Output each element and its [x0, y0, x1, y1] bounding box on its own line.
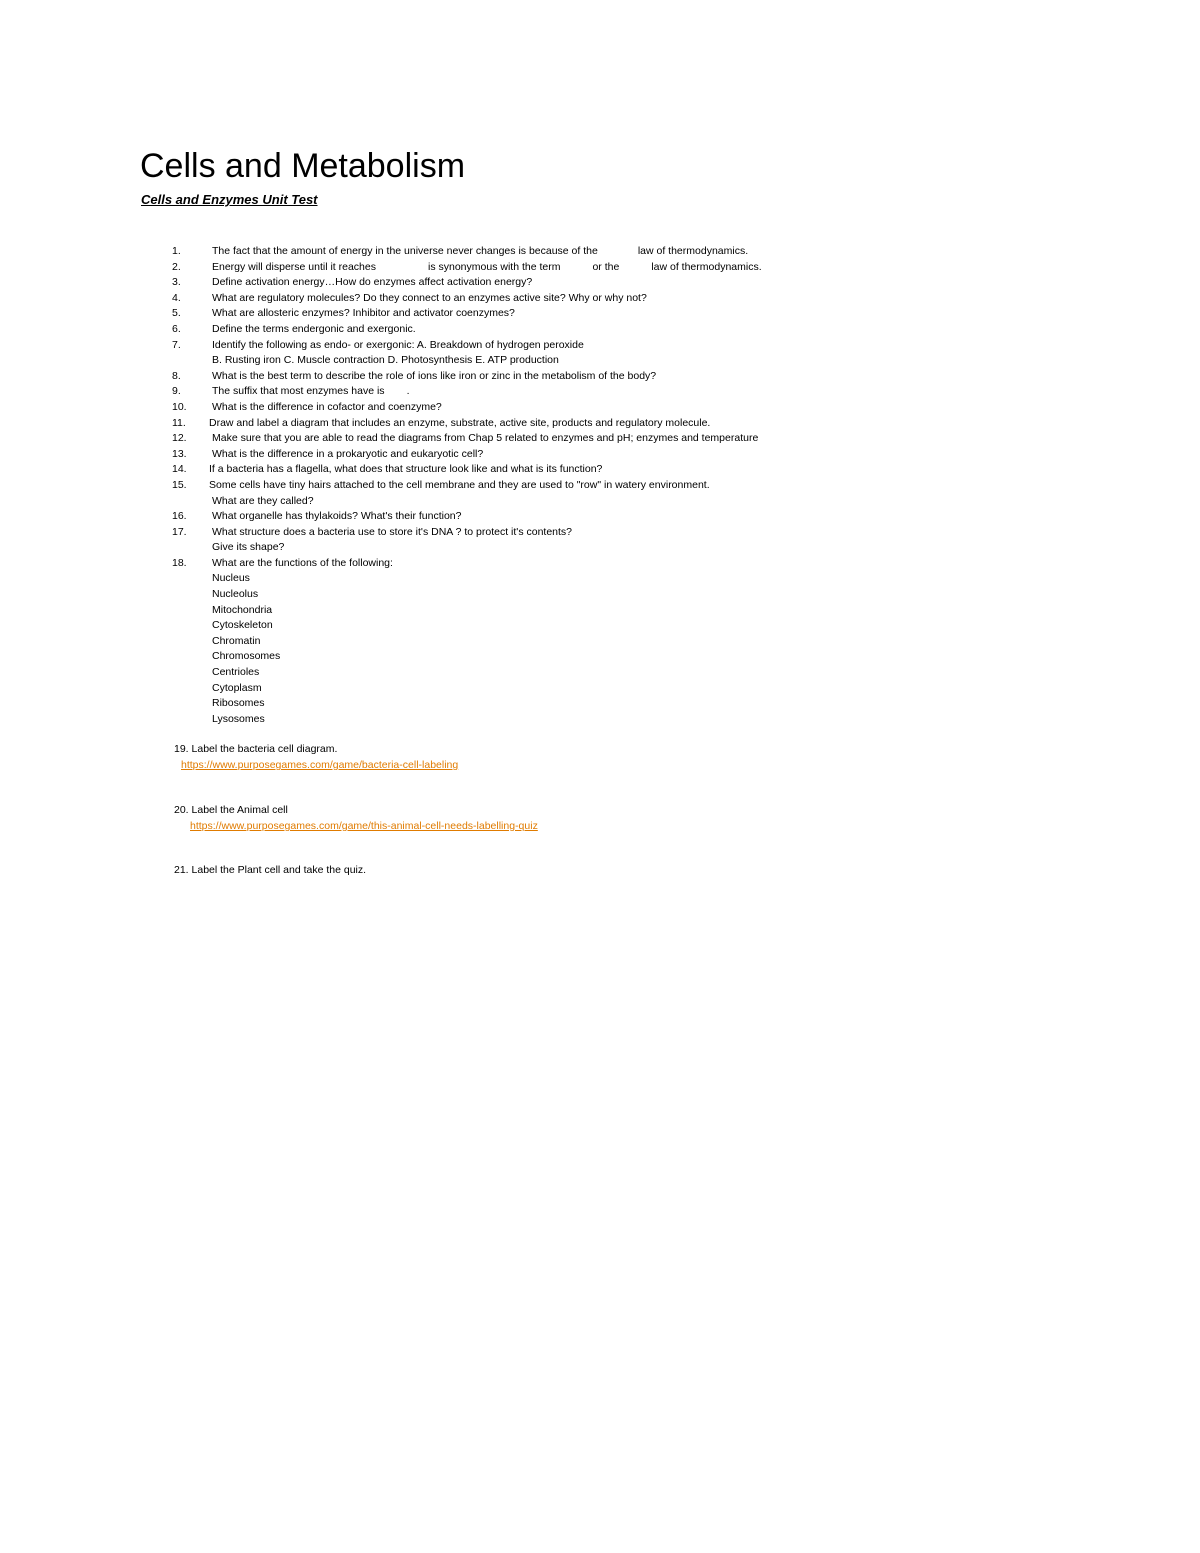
question-12: [172, 431, 892, 447]
question-9: [172, 384, 892, 400]
page-title: Cells and Metabolism: [140, 147, 466, 185]
question-text: What organelle has thylakoids? What's their function?: [212, 510, 462, 523]
question-list: [172, 244, 892, 727]
question-number: 13.: [172, 447, 187, 460]
question-text: The suffix that most enzymes have is .: [212, 385, 410, 398]
question-14: [172, 462, 892, 478]
question-text: Define activation energy…How do enzymes affect activation energy?: [212, 276, 533, 289]
question-text: What is the difference in cofactor and coenzyme?: [212, 400, 442, 413]
question-text: The fact that the amount of energy in the universe never changes is because of the law of thermodynamics.: [212, 245, 749, 257]
question-text: What are allosteric enzymes? Inhibitor and activator coenzymes?: [212, 307, 515, 320]
question-number: 4.: [172, 291, 181, 304]
question-number: 17.: [172, 525, 187, 538]
question-text: Draw and label a diagram that includes an enzyme, substrate, active site, products and regulatory molecule.: [209, 416, 711, 429]
question-text: Define the terms endergonic and exergonic.: [212, 322, 416, 335]
organelle-item: Chromosomes: [212, 650, 281, 663]
question-number: 3.: [172, 276, 181, 289]
question-13: [172, 447, 892, 463]
question-5: [172, 306, 892, 322]
organelle-list: [172, 571, 892, 727]
animal-cell-link[interactable]: https://www.purposegames.com/game/this-animal-cell-needs-labelling-quiz: [190, 820, 538, 832]
question-number: 11.: [172, 416, 186, 429]
organelle-item: Lysosomes: [212, 712, 265, 725]
question-number: 5.: [172, 307, 181, 320]
question-number: 7.: [172, 338, 181, 351]
question-8: [172, 369, 892, 385]
question-continuation: What are they called?: [212, 494, 314, 507]
question-text: What are the functions of the following:: [212, 556, 393, 569]
bacteria-cell-link[interactable]: https://www.purposegames.com/game/bacteria-cell-labeling: [181, 759, 459, 771]
question-text: If a bacteria has a flagella, what does that structure look like and what is its function?: [209, 463, 603, 476]
question-10: [172, 400, 892, 416]
organelle-item: Ribosomes: [212, 697, 265, 710]
question-continuation: Give its shape?: [212, 541, 285, 554]
organelle-item: Mitochondria: [212, 603, 273, 616]
task-20-label: 20. Label the Animal cell: [174, 804, 288, 816]
question-16: [172, 509, 892, 525]
organelle-item: Centrioles: [212, 666, 260, 679]
question-number: 8.: [172, 369, 181, 382]
question-text: Some cells have tiny hairs attached to the cell membrane and they are used to "row" in watery environment.: [209, 478, 710, 491]
organelle-item: Nucleus: [212, 572, 250, 585]
question-number: 1.: [172, 245, 181, 257]
question-7: [172, 338, 892, 369]
question-number: 16.: [172, 510, 187, 523]
question-text: What is the best term to describe the role of ions like iron or zinc in the metabolism of the body?: [212, 369, 657, 382]
organelle-item: Cytoskeleton: [212, 619, 273, 632]
question-1: [172, 244, 892, 260]
question-number: 18.: [172, 556, 187, 569]
task-21-label: 21. Label the Plant cell and take the quiz.: [174, 864, 367, 876]
question-text: Energy will disperse until it reaches is synonymous with the term or the law of thermodynamics.: [212, 260, 762, 273]
page-subtitle: Cells and Enzymes Unit Test: [141, 192, 318, 207]
question-text: What structure does a bacteria use to store it's DNA ? to protect it's contents?: [212, 525, 573, 538]
question-number: 10.: [172, 400, 187, 413]
question-11: [172, 416, 892, 432]
organelle-item: Nucleolus: [212, 588, 259, 601]
task-19-label: 19. Label the bacteria cell diagram.: [174, 743, 338, 755]
question-text: What is the difference in a prokaryotic and eukaryotic cell?: [212, 447, 484, 460]
question-3: [172, 275, 892, 291]
question-text: Identify the following as endo- or exergonic: A. Breakdown of hydrogen peroxide: [212, 338, 584, 351]
question-17: [172, 525, 892, 556]
organelle-item: Cytoplasm: [212, 681, 262, 694]
question-number: 2.: [172, 260, 181, 273]
question-4: [172, 291, 892, 307]
question-number: 15.: [172, 478, 187, 491]
question-6: [172, 322, 892, 338]
question-continuation: B. Rusting iron C. Muscle contraction D. Photosynthesis E. ATP production: [212, 354, 559, 367]
question-text: Make sure that you are able to read the diagrams from Chap 5 related to enzymes and pH; enzymes and temperature: [212, 432, 759, 445]
organelle-item: Chromatin: [212, 634, 261, 647]
question-number: 12.: [172, 432, 187, 445]
question-15: [172, 478, 892, 509]
question-number: 14.: [172, 463, 187, 476]
question-text: What are regulatory molecules? Do they connect to an enzymes active site? Why or why not?: [212, 291, 647, 304]
question-number: 6.: [172, 322, 181, 335]
question-18: [172, 556, 892, 728]
question-number: 9.: [172, 385, 181, 398]
question-2: [172, 260, 892, 276]
